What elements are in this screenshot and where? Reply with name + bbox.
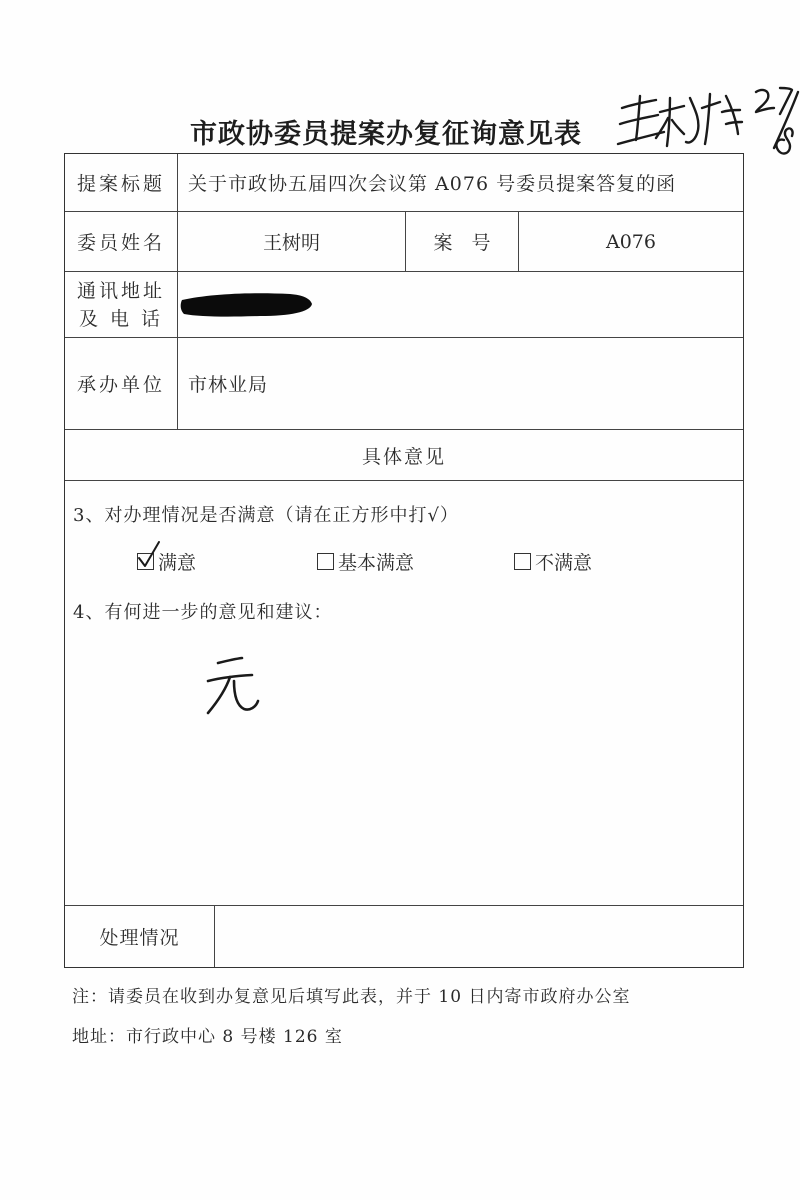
contact-label-line1: 通讯地址 [76,279,165,302]
option-label-basically-satisfied: 基本满意 [338,552,415,574]
question-4: 4、有何进一步的意见和建议： [73,602,333,623]
footer-note: 注：请委员在收到办复意见后填写此表，并于 10 日内寄市政府办公室 [72,987,631,1007]
form-title: 市政协委员提案办复征询意见表 [190,119,582,150]
processing-row [65,906,743,967]
option-label-not-satisfied: 不满意 [535,552,593,574]
member-name-row [65,212,743,272]
proposal-title-label: 提案标题 [65,154,178,211]
option-satisfied[interactable] [137,548,196,575]
handling-unit-row [65,338,743,430]
option-label-satisfied: 满意 [158,552,197,574]
contact-row [65,272,743,338]
handling-unit-value: 市林业局 [188,374,269,396]
opinion-header-row [65,430,743,481]
checkbox-not-satisfied[interactable] [514,553,531,570]
member-name-label: 委员姓名 [65,212,178,271]
option-basically-satisfied[interactable] [317,548,414,575]
proposal-title-row [65,154,743,212]
opinion-header: 具体意见 [361,445,446,468]
checkbox-satisfied[interactable] [137,553,154,570]
contact-label [65,272,178,337]
handling-unit-label: 承办单位 [65,338,178,429]
option-not-satisfied[interactable] [514,548,592,575]
processing-label: 处理情况 [65,906,215,967]
footer-address: 地址：市行政中心 8 号楼 126 室 [72,1027,343,1047]
proposal-title-value: 关于市政协五届四次会议第 A076 号委员提案答复的函 [188,173,677,195]
redaction-mark-icon [180,290,315,320]
member-name-value: 王树明 [178,212,406,271]
question-3: 3、对办理情况是否满意（请在正方形中打√） [73,505,459,526]
case-number-value: A076 [606,230,656,253]
checkbox-basically-satisfied[interactable] [317,553,334,570]
check-icon [137,540,163,570]
proposal-form-table [64,153,744,968]
opinion-area [65,481,743,906]
contact-label-line2: 及 电 话 [78,307,164,330]
handwritten-answer-icon [200,651,270,721]
processing-value [215,906,743,967]
case-number-label: 案 号 [406,212,519,271]
